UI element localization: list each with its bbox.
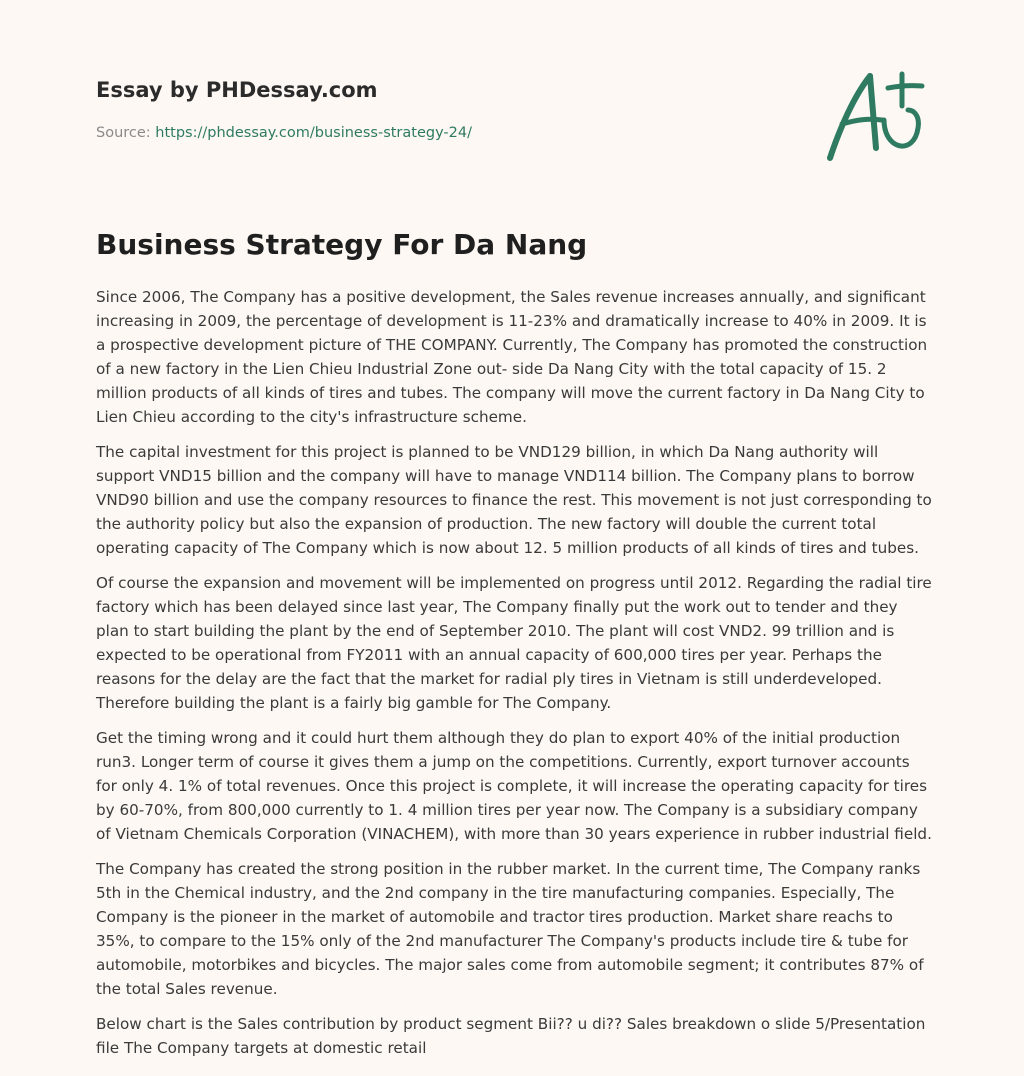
essay-paragraph: Get the timing wrong and it could hurt them although they do plan to export 40% of the initial production run3. Longer term of course it gives them a jump on the competitions. Currently, export turnover accounts for only 4. 1% of total revenues. Once this project is complete, it will increase the operating capacity for tires by 60-70%, from 800,000 currently to 1. 4 million tires per year now. The Company is a subsidiary company of Vietnam Chemicals Corporation (VINACHEM), with more than 30 years experience in rubber industrial field. [96, 729, 932, 843]
page-header [96, 76, 796, 143]
source-label: Source: [96, 125, 156, 141]
essay-paragraph: The Company has created the strong position in the rubber market. In the current time, The Company ranks 5th in the Chemical industry, and the 2nd company in the tire manufacturing companies. Especially, The Company is the pioneer in the market of automobile and tractor tires production. Market share reachs to 35%, to compare to the 15% only of the 2nd manufacturer The Company's products include tire & tube for automobile, motorbikes and bicycles. The major sales come from automobile segment; it contributes 87% of the total Sales revenue. [96, 860, 924, 998]
essay-paragraph: The capital investment for this project is planned to be VND129 billion, in which Da Nang authority will support VND15 billion and the company will have to manage VND114 billion. The Company plans to borrow VND90 billion and use the company resources to finance the rest. This movement is not just corresponding to the authority policy but also the expansion of production. The new factory will double the current total operating capacity of The Company which is now about 12. 5 million products of all kinds of tires and tubes. [96, 443, 932, 557]
essay-paragraph: Below chart is the Sales contribution by product segment Bii?? u di?? Sales breakdown o slide 5/Presentation file The Company targets at domestic retail [96, 1015, 926, 1057]
essay-paragraph: Since 2006, The Company has a positive development, the Sales revenue increases annually, and significant increasing in 2009, the percentage of development is 11-23% and dramatically increase to 40% in 2009. It is a prospective development picture of THE COMPANY. Currently, The Company has promoted the construction of a new factory in the Lien Chieu Industrial Zone out- side Da Nang City with the total capacity of 15. 2 million products of all kinds of tires and tubes. The company will move the current factory in Da Nang City to Lien Chieu according to the city's infrastructure scheme. [96, 288, 928, 426]
essay-paragraph: Of course the expansion and movement will be implemented on progress until 2012. Regarding the radial tire factory which has been delayed since last year, The Company finally put the work out to tender and they plan to start building the plant by the end of September 2010. The plant will cost VND2. 99 trillion and is expected to be operational from FY2011 with an annual capacity of 600,000 tires per year. Perhaps the reasons for the delay are the fact that the market for radial ply tires in Vietnam is still underdeveloped. Therefore building the plant is a fairly big gamble for The Company. [96, 574, 932, 712]
source-line [96, 123, 796, 143]
a-plus-logo-icon [822, 66, 932, 166]
essay-body [96, 285, 932, 1071]
source-link[interactable]: https://phdessay.com/business-strategy-24/ [155, 125, 472, 141]
essay-title: Business Strategy For Da Nang [96, 228, 588, 261]
site-brand: Essay by PHDessay.com [96, 78, 378, 102]
